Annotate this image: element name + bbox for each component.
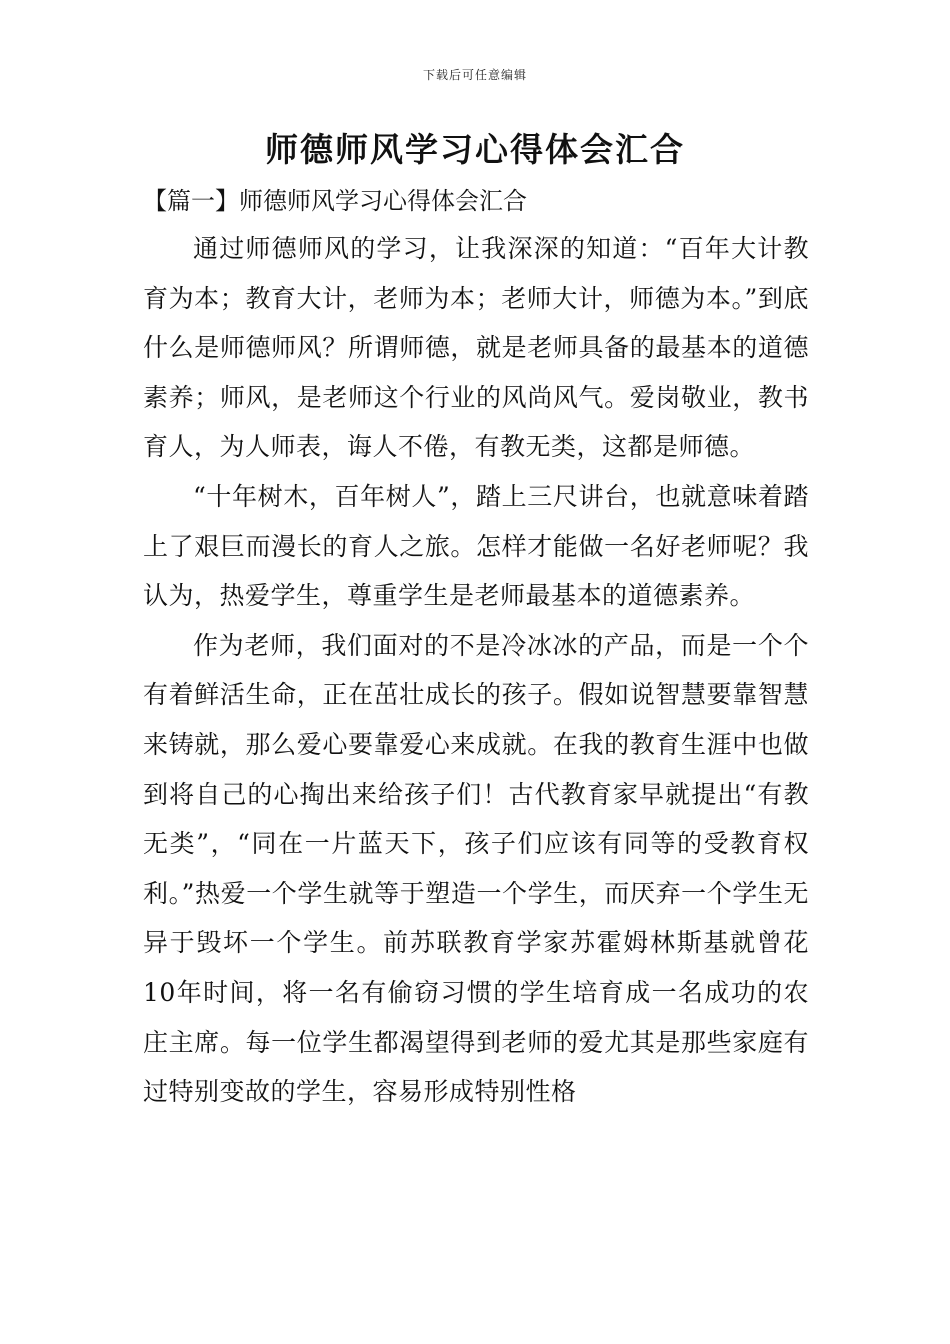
body-text	[143, 224, 809, 1117]
section-heading: 【篇一】师德师风学习心得体会汇合	[143, 187, 527, 215]
paragraph-3: 作为老师，我们面对的不是冷冰冰的产品，而是一个个有着鲜活生命，正在茁壮成长的孩子。假如说智慧要靠智慧来铸就，那么爱心要靠爱心来成就。在我的教育生涯中也做到将自己的心掏出来给孩子们！古代教育家早就提出“有教无类”，“同在一片蓝天下，孩子们应该有同等的受教育权利。”热爱一个学生就等于塑造一个学生，而厌弃一个学生无异于毁坏一个学生。前苏联教育学家苏霍姆林斯基就曾花10年时间，将一名有偷窃习惯的学生培育成一名成功的农庄主席。每一位学生都渴望得到老师的爱尤其是那些家庭有过特别变故的学生，容易形成特别性格	[143, 630, 809, 1107]
paragraph-1: 通过师德师风的学习，让我深深的知道：“百年大计教育为本；教育大计，老师为本；老师大计，师德为本。”到底什么是师德师风？所谓师德，就是老师具备的最基本的道德素养；师风，是老师这个行业的风尚风气。爱岗敬业，教书育人，为人师表，诲人不倦，有教无类，这都是师德。	[143, 234, 809, 462]
document-title: 师德师风学习心得体会汇合	[265, 130, 685, 169]
paragraph-2: “十年树木，百年树人”，踏上三尺讲台，也就意味着踏上了艰巨而漫长的育人之旅。怎样才能做一名好老师呢？我认为，热爱学生，尊重学生是老师最基本的道德素养。	[143, 481, 809, 611]
header-note: 下载后可任意编辑	[422, 68, 527, 82]
